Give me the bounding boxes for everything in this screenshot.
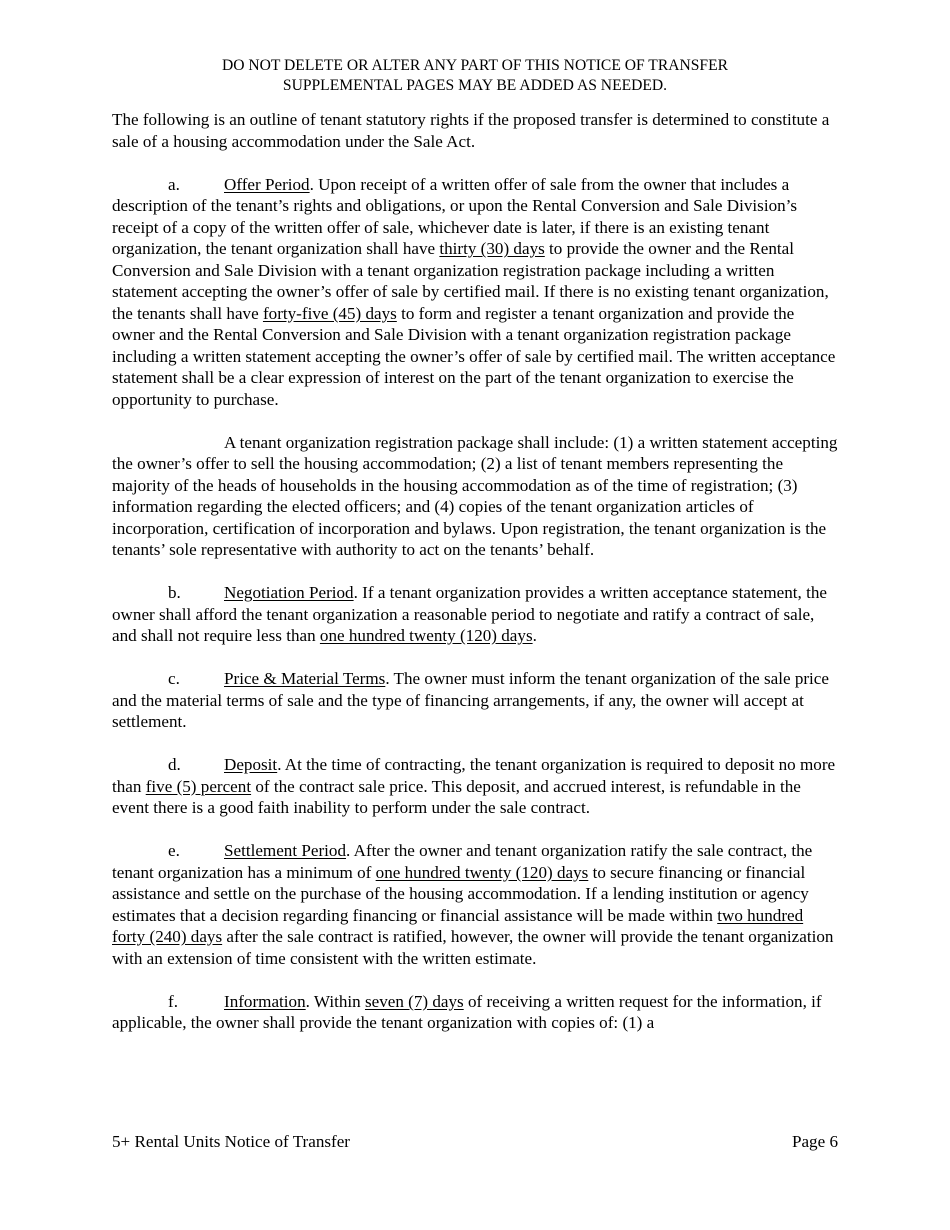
section-deposit xyxy=(112,754,838,819)
underlined-term: forty-five (45) days xyxy=(262,303,397,323)
section-information xyxy=(112,991,838,1034)
section-offer-period xyxy=(112,174,838,411)
section-text: of the contract sale price. This deposit, and accrued interest, is refundable in the event there is a good faith inability to perform under the sale contract. xyxy=(112,776,801,817)
section-marker: d. xyxy=(168,755,181,774)
section-text: . Upon receipt of a written offer of sale from the owner that includes a description of the tenant’s rights and obligations, or upon the Rental Conversion and Sale Division’s receipt of a copy of the written offer of sale, whichever date is later, if there is an existing tenant organization, the tenant organization shall have xyxy=(112,174,798,258)
section-marker: f. xyxy=(168,991,178,1011)
section-text: . xyxy=(532,626,537,645)
section-text: . If a tenant organization provides a written acceptance statement, the owner shall afford the tenant organization a reasonable period to negotiate and ratify a contract of sale, and shall not require less than xyxy=(112,583,827,645)
section-settlement-period xyxy=(112,840,838,969)
section-text: to form and register a tenant organization and provide the owner and the Rental Conversion and Sale Division with a tenant organization registration package including a written statement accepting the owner’s offer of sale by certified mail. The written acceptance statement shall be a clear expression of interest on the part of the tenant organization to exercise the opportunity to purchase. xyxy=(112,303,836,409)
section-title: Offer Period xyxy=(224,174,310,194)
page-number: Page 6 xyxy=(791,1132,838,1151)
intro-paragraph xyxy=(112,109,838,152)
section-text: . The owner must inform the tenant organization of the sale price and the material terms of sale and the type of financing arrangements, if any, the owner will accept at settlement. xyxy=(112,669,829,731)
registration-package-text: A tenant organization registration package shall include: (1) a written statement accepting the owner’s offer to sell the housing accommodation; (2) a list of tenant members representing the majority of the heads of households in the housing accommodation as of the time of registration; (3) information regarding the elected officers; and (4) copies of the tenant organization articles of incorporation, certification of incorporation and bylaws. Upon registration, the tenant organization is the tenants’ sole representative with authority to act on the tenants’ behalf. xyxy=(112,432,838,559)
section-text: after the sale contract is ratified, however, the owner will provide the tenant organization with an extension of time consistent with the written estimate. xyxy=(112,927,834,968)
section-title: Price & Material Terms xyxy=(224,669,386,688)
document-page xyxy=(112,56,838,1055)
underlined-term: seven (7) days xyxy=(364,991,464,1011)
underlined-term: one hundred twenty (120) days xyxy=(375,862,589,882)
section-title: Deposit xyxy=(224,755,278,774)
section-marker: a. xyxy=(168,174,180,194)
intro-text: The following is an outline of tenant statutory rights if the proposed transfer is determined to constitute a sale of a housing accommodation under the Sale Act. xyxy=(112,110,830,151)
section-marker: b. xyxy=(168,583,181,602)
section-title: Settlement Period xyxy=(224,841,347,860)
section-marker: e. xyxy=(168,841,180,860)
section-text: . After the owner and tenant organization ratify the sale contract, the tenant organization has a minimum of xyxy=(112,841,813,882)
header-line-2: SUPPLEMENTAL PAGES MAY BE ADDED AS NEEDED. xyxy=(282,77,668,94)
registration-package-paragraph xyxy=(112,432,838,561)
section-title: Information xyxy=(224,991,306,1011)
section-title: Negotiation Period xyxy=(224,583,354,602)
section-price-material-terms xyxy=(112,668,838,733)
header-line-1: DO NOT DELETE OR ALTER ANY PART OF THIS NOTICE OF TRANSFER xyxy=(221,57,729,74)
section-text: to secure financing or financial assistance and settle on the purchase of the housing accommodation. If a lending institution or agency estimates that a decision regarding financing or financial assistance will be made within xyxy=(112,862,809,925)
underlined-term: thirty (30) days xyxy=(439,239,545,258)
section-text: to provide the owner and the Rental Conversion and Sale Division with a tenant organization registration package including a written statement accepting the owner’s offer of sale by certified mail. If there is no existing tenant organization, the tenants shall have xyxy=(112,239,829,323)
section-negotiation-period xyxy=(112,582,838,647)
notice-header xyxy=(112,56,838,96)
section-text: of receiving a written request for the information, if applicable, the owner shall provide the tenant organization with copies of: (1) a xyxy=(112,991,822,1032)
underlined-term: one hundred twenty (120) days xyxy=(319,626,533,645)
page-footer xyxy=(112,1131,838,1153)
underlined-term: five (5) percent xyxy=(145,776,252,796)
section-text: . At the time of contracting, the tenant organization is required to deposit no more than xyxy=(112,755,836,796)
underlined-term: two hundred forty (240) days xyxy=(112,905,804,946)
section-marker: c. xyxy=(168,669,180,688)
footer-document-title: 5+ Rental Units Notice of Transfer xyxy=(112,1132,351,1151)
section-text: . Within xyxy=(305,991,365,1011)
